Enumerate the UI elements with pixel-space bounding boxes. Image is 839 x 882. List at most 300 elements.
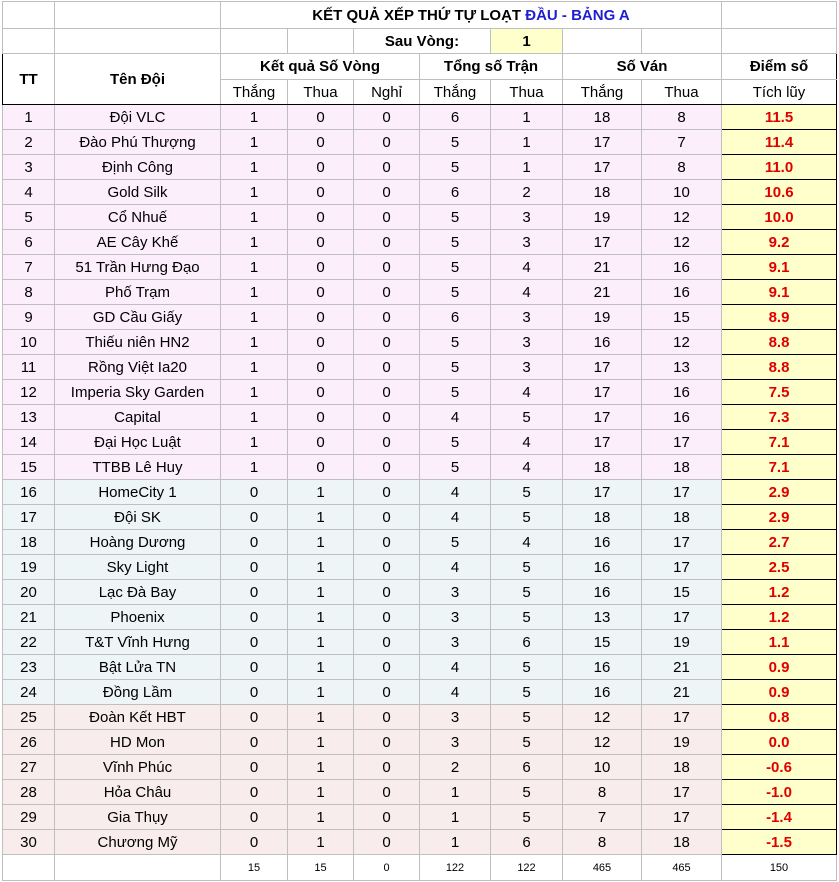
cell-rw[interactable]: 0 [221,530,288,555]
cell-gl[interactable]: 7 [642,130,722,155]
cell-team[interactable]: Đội SK [55,505,221,530]
cell-gw[interactable]: 17 [563,405,642,430]
cell-ml[interactable]: 3 [491,305,563,330]
cell-gl[interactable]: 18 [642,830,722,855]
cell-mw[interactable]: 6 [420,105,491,130]
cell-gl[interactable]: 17 [642,705,722,730]
cell-tt[interactable]: 22 [3,630,55,655]
cell-team[interactable]: Thiếu niên HN2 [55,330,221,355]
cell-tt[interactable]: 14 [3,430,55,455]
cell-rr[interactable]: 0 [354,705,420,730]
cell-gl[interactable]: 16 [642,280,722,305]
cell-rr[interactable]: 0 [354,230,420,255]
cell-rr[interactable]: 0 [354,755,420,780]
cell-empty[interactable] [221,29,288,54]
round-value[interactable]: 1 [491,29,563,54]
cell-mw[interactable]: 3 [420,730,491,755]
cell-ml[interactable]: 5 [491,605,563,630]
header-tt[interactable]: TT [3,54,55,105]
totals-row[interactable] [3,855,837,881]
cell-team[interactable]: AE Cây Khế [55,230,221,255]
cell-rw[interactable]: 1 [221,280,288,305]
cell-ml[interactable]: 4 [491,455,563,480]
cell-rr[interactable]: 0 [354,405,420,430]
cell-rl[interactable]: 1 [288,680,354,705]
table-row[interactable] [3,430,837,455]
table-row[interactable] [3,655,837,680]
cell-mw[interactable]: 5 [420,280,491,305]
cell-team[interactable]: Định Công [55,155,221,180]
cell-mw[interactable]: 5 [420,255,491,280]
header-round-results[interactable]: Kết quả Số Vòng [221,54,420,80]
header-matches[interactable]: Tổng số Trận [420,54,563,80]
cell-team[interactable]: Sky Light [55,555,221,580]
cell-rr[interactable]: 0 [354,280,420,305]
table-row[interactable] [3,755,837,780]
cell-gw[interactable]: 17 [563,230,642,255]
cell-rw[interactable]: 1 [221,405,288,430]
cell-team[interactable]: T&T Vĩnh Hưng [55,630,221,655]
cell-team[interactable]: Phố Trạm [55,280,221,305]
cell-points[interactable]: 10.0 [722,205,837,230]
cell-mw[interactable]: 1 [420,830,491,855]
cell-rr[interactable]: 0 [354,505,420,530]
cell-rl[interactable]: 0 [288,130,354,155]
cell-points[interactable]: 7.5 [722,380,837,405]
cell-rl[interactable]: 0 [288,255,354,280]
cell-mw[interactable]: 6 [420,180,491,205]
cell-tt[interactable]: 20 [3,580,55,605]
cell-mw[interactable]: 4 [420,680,491,705]
cell-rl[interactable]: 1 [288,805,354,830]
cell-mw[interactable]: 3 [420,630,491,655]
cell-mw[interactable]: 2 [420,755,491,780]
cell-points[interactable]: 7.3 [722,405,837,430]
cell-tt[interactable]: 2 [3,130,55,155]
cell-points[interactable]: 1.1 [722,630,837,655]
cell-tt[interactable]: 16 [3,480,55,505]
cell-points[interactable]: 11.5 [722,105,837,130]
cell-gw[interactable]: 18 [563,455,642,480]
cell-rr[interactable]: 0 [354,655,420,680]
cell-rw[interactable]: 0 [221,555,288,580]
cell-rw[interactable]: 1 [221,180,288,205]
cell-gl[interactable]: 17 [642,480,722,505]
total-rl[interactable]: 15 [288,855,354,881]
cell-ml[interactable]: 1 [491,105,563,130]
cell-gw[interactable]: 21 [563,280,642,305]
cell-rr[interactable]: 0 [354,805,420,830]
cell-rl[interactable]: 1 [288,555,354,580]
cell-mw[interactable]: 5 [420,205,491,230]
table-row[interactable] [3,205,837,230]
cell-points[interactable]: 9.1 [722,255,837,280]
cell-gl[interactable]: 12 [642,205,722,230]
table-row[interactable] [3,705,837,730]
cell-gw[interactable]: 17 [563,130,642,155]
cell-team[interactable]: Đồng Lầm [55,680,221,705]
cell-ml[interactable]: 3 [491,355,563,380]
cell-gw[interactable]: 18 [563,180,642,205]
cell-mw[interactable]: 4 [420,505,491,530]
cell-points[interactable]: 9.2 [722,230,837,255]
cell-rr[interactable]: 0 [354,430,420,455]
cell-tt[interactable]: 8 [3,280,55,305]
cell-gl[interactable]: 17 [642,430,722,455]
cell-tt[interactable]: 4 [3,180,55,205]
cell-gl[interactable]: 16 [642,380,722,405]
cell-rw[interactable]: 1 [221,330,288,355]
subheader-game-win[interactable]: Thắng [563,80,642,105]
total-rw[interactable]: 15 [221,855,288,881]
cell-points[interactable]: 9.1 [722,280,837,305]
cell-gw[interactable]: 16 [563,580,642,605]
cell-points[interactable]: 0.0 [722,730,837,755]
cell-tt[interactable]: 9 [3,305,55,330]
total-gl[interactable]: 465 [642,855,722,881]
cell-tt[interactable]: 28 [3,780,55,805]
cell-team[interactable]: GD Cầu Giấy [55,305,221,330]
cell-ml[interactable]: 5 [491,655,563,680]
cell-tt[interactable]: 29 [3,805,55,830]
cell-ml[interactable]: 3 [491,330,563,355]
cell-rl[interactable]: 0 [288,455,354,480]
cell-rl[interactable]: 1 [288,780,354,805]
cell-gl[interactable]: 16 [642,405,722,430]
total-gw[interactable]: 465 [563,855,642,881]
table-row[interactable] [3,455,837,480]
cell-rr[interactable]: 0 [354,555,420,580]
cell-mw[interactable]: 5 [420,230,491,255]
cell-mw[interactable]: 4 [420,480,491,505]
cell-gl[interactable]: 19 [642,630,722,655]
cell-gl[interactable]: 8 [642,105,722,130]
cell-team[interactable]: Hỏa Châu [55,780,221,805]
cell-tt[interactable]: 15 [3,455,55,480]
cell-rr[interactable]: 0 [354,105,420,130]
cell-ml[interactable]: 5 [491,405,563,430]
cell-gw[interactable]: 8 [563,780,642,805]
cell-team[interactable]: Imperia Sky Garden [55,380,221,405]
cell-ml[interactable]: 5 [491,730,563,755]
cell-points[interactable]: -0.6 [722,755,837,780]
cell-rr[interactable]: 0 [354,330,420,355]
cell-gw[interactable]: 16 [563,655,642,680]
cell-team[interactable]: Đội VLC [55,105,221,130]
cell-gw[interactable]: 21 [563,255,642,280]
cell-team[interactable]: Cổ Nhuế [55,205,221,230]
table-row[interactable] [3,630,837,655]
cell-rl[interactable]: 1 [288,605,354,630]
cell-gl[interactable]: 12 [642,230,722,255]
table-row[interactable] [3,530,837,555]
table-row[interactable] [3,155,837,180]
cell-tt[interactable]: 18 [3,530,55,555]
cell-points[interactable]: 8.9 [722,305,837,330]
cell-rr[interactable]: 0 [354,130,420,155]
cell-rl[interactable]: 1 [288,830,354,855]
cell-team[interactable]: Bật Lửa TN [55,655,221,680]
cell-mw[interactable]: 5 [420,355,491,380]
header-points[interactable]: Điểm số [722,54,837,80]
cell-points[interactable]: 0.9 [722,655,837,680]
cell-rl[interactable]: 1 [288,505,354,530]
cell-ml[interactable]: 4 [491,255,563,280]
header-games[interactable]: Số Ván [563,54,722,80]
table-row[interactable] [3,555,837,580]
cell-rw[interactable]: 0 [221,805,288,830]
table-row[interactable] [3,105,837,130]
cell-points[interactable]: 1.2 [722,580,837,605]
cell-rw[interactable]: 0 [221,730,288,755]
cell-rl[interactable]: 1 [288,480,354,505]
total-rr[interactable]: 0 [354,855,420,881]
cell-tt[interactable]: 1 [3,105,55,130]
cell-team[interactable]: Lạc Đà Bay [55,580,221,605]
cell-team[interactable]: Chương Mỹ [55,830,221,855]
cell-rr[interactable]: 0 [354,605,420,630]
cell-points[interactable]: 7.1 [722,455,837,480]
cell-mw[interactable]: 5 [420,330,491,355]
cell-ml[interactable]: 6 [491,755,563,780]
cell-ml[interactable]: 5 [491,680,563,705]
cell-ml[interactable]: 6 [491,630,563,655]
cell-tt[interactable]: 30 [3,830,55,855]
cell-tt[interactable]: 27 [3,755,55,780]
cell-points[interactable]: -1.4 [722,805,837,830]
cell-points[interactable]: 2.9 [722,505,837,530]
cell-points[interactable]: 0.8 [722,705,837,730]
cell-rw[interactable]: 0 [221,755,288,780]
cell-gw[interactable]: 13 [563,605,642,630]
cell-rl[interactable]: 1 [288,580,354,605]
cell-gl[interactable]: 16 [642,255,722,280]
cell-points[interactable]: 8.8 [722,330,837,355]
cell-rw[interactable]: 0 [221,780,288,805]
cell-empty[interactable] [288,29,354,54]
cell-rl[interactable]: 0 [288,155,354,180]
cell-points[interactable]: 1.2 [722,605,837,630]
cell-gl[interactable]: 17 [642,605,722,630]
cell-gw[interactable]: 12 [563,730,642,755]
cell-gl[interactable]: 17 [642,530,722,555]
cell-points[interactable]: 2.7 [722,530,837,555]
cell-mw[interactable]: 1 [420,780,491,805]
cell-rr[interactable]: 0 [354,305,420,330]
cell-gw[interactable]: 18 [563,505,642,530]
table-row[interactable] [3,230,837,255]
table-row[interactable] [3,780,837,805]
cell-rl[interactable]: 0 [288,205,354,230]
cell-empty[interactable] [642,29,722,54]
cell-gl[interactable]: 18 [642,755,722,780]
cell-rl[interactable]: 0 [288,180,354,205]
cell-rl[interactable]: 1 [288,530,354,555]
cell-empty[interactable] [563,29,642,54]
cell-gw[interactable]: 18 [563,105,642,130]
cell-gl[interactable]: 19 [642,730,722,755]
cell-gw[interactable]: 16 [563,530,642,555]
cell-rl[interactable]: 0 [288,430,354,455]
cell-rw[interactable]: 1 [221,380,288,405]
cell-ml[interactable]: 5 [491,705,563,730]
cell-rr[interactable]: 0 [354,530,420,555]
cell-gl[interactable]: 18 [642,455,722,480]
cell-ml[interactable]: 3 [491,205,563,230]
cell-ml[interactable]: 5 [491,580,563,605]
cell-tt[interactable]: 26 [3,730,55,755]
cell-gw[interactable]: 7 [563,805,642,830]
cell-gl[interactable]: 18 [642,505,722,530]
cell-rr[interactable]: 0 [354,255,420,280]
cell-rw[interactable]: 1 [221,305,288,330]
cell-gl[interactable]: 8 [642,155,722,180]
table-row[interactable] [3,805,837,830]
cell-tt[interactable]: 17 [3,505,55,530]
cell-team[interactable]: Đoàn Kết HBT [55,705,221,730]
cell-ml[interactable]: 4 [491,530,563,555]
subheader-round-rest[interactable]: Nghỉ [354,80,420,105]
cell-rl[interactable]: 1 [288,630,354,655]
cell-gl[interactable]: 13 [642,355,722,380]
cell-ml[interactable]: 1 [491,130,563,155]
total-pts[interactable]: 150 [722,855,837,881]
cell-gl[interactable]: 15 [642,305,722,330]
cell-rl[interactable]: 0 [288,405,354,430]
cell-ml[interactable]: 4 [491,280,563,305]
cell-team[interactable]: TTBB Lê Huy [55,455,221,480]
table-row[interactable] [3,830,837,855]
cell-rl[interactable]: 1 [288,730,354,755]
cell-rw[interactable]: 0 [221,705,288,730]
cell-rr[interactable]: 0 [354,680,420,705]
cell-team[interactable]: HomeCity 1 [55,480,221,505]
header-team[interactable]: Tên Đội [55,54,221,105]
cell-rr[interactable]: 0 [354,180,420,205]
cell-rr[interactable]: 0 [354,730,420,755]
cell-gl[interactable]: 15 [642,580,722,605]
cell-mw[interactable]: 5 [420,155,491,180]
cell-rr[interactable]: 0 [354,580,420,605]
cell-tt[interactable]: 11 [3,355,55,380]
cell-empty[interactable] [722,2,837,29]
cell-team[interactable]: 51 Trần Hưng Đạo [55,255,221,280]
cell-mw[interactable]: 6 [420,305,491,330]
cell-tt[interactable]: 24 [3,680,55,705]
cell-rw[interactable]: 0 [221,630,288,655]
cell-rw[interactable]: 1 [221,155,288,180]
cell-rr[interactable]: 0 [354,780,420,805]
cell-gw[interactable]: 19 [563,205,642,230]
cell-points[interactable]: 2.5 [722,555,837,580]
cell-rw[interactable]: 0 [221,605,288,630]
cell-gw[interactable]: 17 [563,430,642,455]
cell-ml[interactable]: 1 [491,155,563,180]
cell-points[interactable]: 0.9 [722,680,837,705]
cell-rw[interactable]: 1 [221,455,288,480]
cell-rr[interactable]: 0 [354,380,420,405]
table-row[interactable] [3,730,837,755]
cell-ml[interactable]: 4 [491,430,563,455]
table-row[interactable] [3,405,837,430]
cell-team[interactable]: Phoenix [55,605,221,630]
table-row[interactable] [3,305,837,330]
round-label[interactable]: Sau Vòng: [354,29,491,54]
table-row[interactable] [3,580,837,605]
cell-gw[interactable]: 17 [563,380,642,405]
cell-points[interactable]: 7.1 [722,430,837,455]
cell-gl[interactable]: 17 [642,805,722,830]
sheet-title[interactable] [221,2,722,29]
subheader-game-loss[interactable]: Thua [642,80,722,105]
cell-gw[interactable]: 15 [563,630,642,655]
cell-gw[interactable]: 16 [563,680,642,705]
cell-rl[interactable]: 0 [288,305,354,330]
cell-mw[interactable]: 5 [420,455,491,480]
cell-mw[interactable]: 5 [420,380,491,405]
cell-rl[interactable]: 1 [288,655,354,680]
cell-team[interactable]: Vĩnh Phúc [55,755,221,780]
cell-team[interactable]: Gia Thụy [55,805,221,830]
cell-rr[interactable]: 0 [354,480,420,505]
cell-empty[interactable] [722,29,837,54]
cell-empty[interactable] [55,2,221,29]
cell-empty[interactable] [3,29,55,54]
cell-points[interactable]: -1.5 [722,830,837,855]
cell-gw[interactable]: 19 [563,305,642,330]
cell-gl[interactable]: 10 [642,180,722,205]
cell-gw[interactable]: 16 [563,330,642,355]
cell-tt[interactable]: 25 [3,705,55,730]
table-row[interactable] [3,330,837,355]
cell-points[interactable]: 11.0 [722,155,837,180]
table-row[interactable] [3,480,837,505]
cell-team[interactable]: Gold Silk [55,180,221,205]
subheader-match-loss[interactable]: Thua [491,80,563,105]
cell-gw[interactable]: 10 [563,755,642,780]
cell-rr[interactable]: 0 [354,155,420,180]
cell-empty[interactable] [3,2,55,29]
table-row[interactable] [3,180,837,205]
cell-empty[interactable] [55,855,221,881]
cell-rw[interactable]: 1 [221,255,288,280]
cell-gl[interactable]: 21 [642,655,722,680]
cell-tt[interactable]: 6 [3,230,55,255]
cell-mw[interactable]: 4 [420,655,491,680]
cell-rw[interactable]: 1 [221,105,288,130]
cell-gl[interactable]: 17 [642,780,722,805]
subheader-match-win[interactable]: Thắng [420,80,491,105]
cell-points[interactable]: 10.6 [722,180,837,205]
cell-ml[interactable]: 5 [491,555,563,580]
cell-tt[interactable]: 13 [3,405,55,430]
cell-gw[interactable]: 17 [563,480,642,505]
cell-gw[interactable]: 17 [563,355,642,380]
cell-rw[interactable]: 1 [221,205,288,230]
cell-ml[interactable]: 5 [491,780,563,805]
cell-ml[interactable]: 4 [491,380,563,405]
table-row[interactable] [3,280,837,305]
table-row[interactable] [3,605,837,630]
subheader-round-loss[interactable]: Thua [288,80,354,105]
cell-team[interactable]: Rồng Việt Ia20 [55,355,221,380]
cell-rw[interactable]: 0 [221,680,288,705]
cell-tt[interactable]: 3 [3,155,55,180]
cell-rl[interactable]: 0 [288,330,354,355]
cell-gw[interactable]: 12 [563,705,642,730]
cell-mw[interactable]: 3 [420,605,491,630]
cell-tt[interactable]: 21 [3,605,55,630]
